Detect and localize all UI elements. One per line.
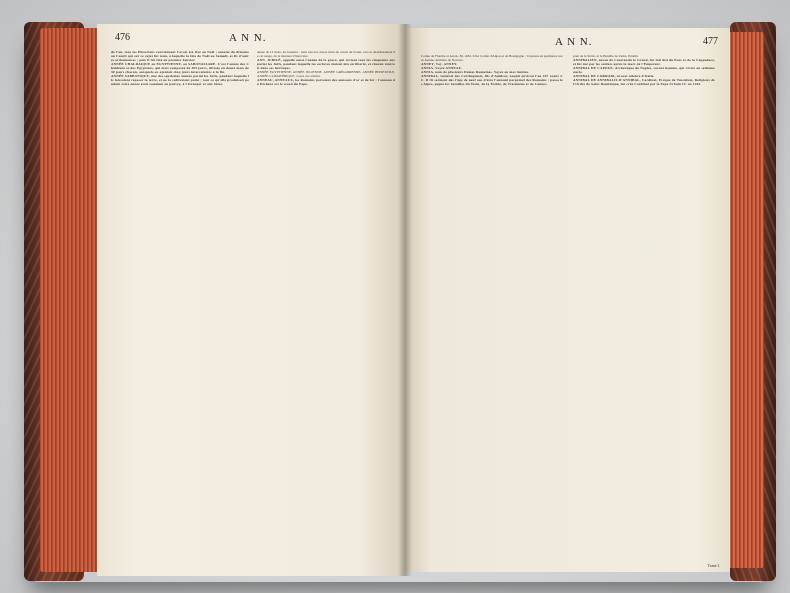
right-col1-para-2: ANNEY, Voy. ANNEY. <box>421 62 458 67</box>
right-page-number: 477 <box>703 36 718 47</box>
right-col1-para-3: ANNIA, Voyez ANNEAU. <box>421 66 463 71</box>
left-page-edges <box>40 28 98 572</box>
right-page <box>405 28 730 572</box>
right-page-edges <box>728 32 764 568</box>
left-col1-para-3: ANNÉE SABBATIQUE, une des septiemes années parmi les Juifs, pendant laquelle ils laissoient reposer la terre, et ne la cultivoient point ; tout ce qu'elle produisoit pendant cette année étoit commun au pauvre, à l'étranger et aux bêtes. <box>111 74 249 87</box>
left-page <box>97 24 405 576</box>
left-col1-para-1: de l'an, tous les Historiens conviennent l'avoir été fixé au Noël ; ensuite du dixieme au Concil qui sur ce sujet fut tenu, à laquelle la fête de Noël au Samedi, et fit d'autres ordonnances ; puis il fut fixé au premier Janvier. <box>111 50 249 63</box>
left-column-1 <box>111 50 249 566</box>
right-col2-para-2: ANNIBALIEN, neveu de Constantin le Grand, fut fait Roi du Pont et de la Cappadoce, et fut tué par les soldats après la mort de l'Empereur. <box>573 58 715 67</box>
left-col2-para-1: année de 12 mois, les lunaires : dans tous les douze mois du calcul du Soleil, vers le rétablissement de cet usage, de la maniere d'intercaler. <box>257 50 395 59</box>
right-col2-para-5: ANNIBAL DE ANNIBALIS D'ANNIBAL, Cardinal, Evêque de Tusculum, Religieux de l'Ordre de Saint Dominique, fut créé Cardinal par le Pape Urbain IV. en 1262. <box>573 78 715 87</box>
left-running-head: A N N. <box>229 32 267 44</box>
right-col1-para-5: ANNIBAL, Général des Carthaginois, fils d'Amilcar, naquit environ l'an 247 avant J. C. Il fit serment dès l'âge de neuf ans d'être l'ennemi perpétuel des Romains ; passa les Alpes, gagna les batailles du Tesin, de la Trébie, de Trasimène et de Cannes. <box>421 74 563 87</box>
left-col2-para-4: ANNEAU, ANNEAUX, les Romains portoient des anneaux d'or et de fer ; l'anneau du Pêcheur est le sceau du Pape. <box>257 78 395 87</box>
left-page-number: 476 <box>115 32 130 43</box>
book-gutter <box>398 24 412 576</box>
right-col2-para-4: ANNIBAL DE CORRADI, Avocat célebre d'Italie. <box>573 74 655 79</box>
left-col2-para-3: ANNÉE ÉGYPTIENNE, ANNÉE JULIENNE, ANNÉE GRÉGORIENNE, ANNÉE BISSEXTILE, ANNÉE CLIMATÉRIQUE, voyez ces articles. <box>257 70 395 79</box>
right-running-head: A N N. <box>555 36 593 48</box>
right-col1-para-1: Comte de Flandre et Artois. En 1182, il fut Comte d'Anjou et de Bourgogne ; il épousa en premieres noces Jeanne, héritiere de Navarre. <box>421 54 563 63</box>
left-col1-para-2: ANNÉE CHALDAIQUE ou EGYPTIENNE, ou SABONASSARE. C'est l'année des Chaldéens et des Egyptiens, qui étoit composée de 365 jours, divisée en douze mois de 30 jours chacun, auxquels on ajoûtoit cinq jours intercalaires à la fin. <box>111 62 249 75</box>
left-col2-para-2: ANN. JUBILÉ, appellé aussi l'année de la grace, qui revient tous les cinquante ans parmi les Juifs, pendant laquelle les esclaves étoient mis en liberté, et chacun rentroit dans ses héritages. <box>257 58 395 71</box>
right-col1-para-4: ANNIA, nom de plusieurs Dames Romaines. Voyez au mot Annius. <box>421 70 530 75</box>
left-column-2 <box>257 50 395 566</box>
right-column-2 <box>573 54 715 562</box>
catchword: Tome I. <box>707 563 720 568</box>
right-col2-para-3: ANNIBAL DE CAPOUE, Archevêque de Naples, savant homme, qui vivoit au seizieme siecle. <box>573 66 715 75</box>
right-col2-para-1: pont de la Sicile, et la Bataille de Zama. Ibidem. <box>573 54 639 58</box>
right-column-1 <box>421 54 563 562</box>
